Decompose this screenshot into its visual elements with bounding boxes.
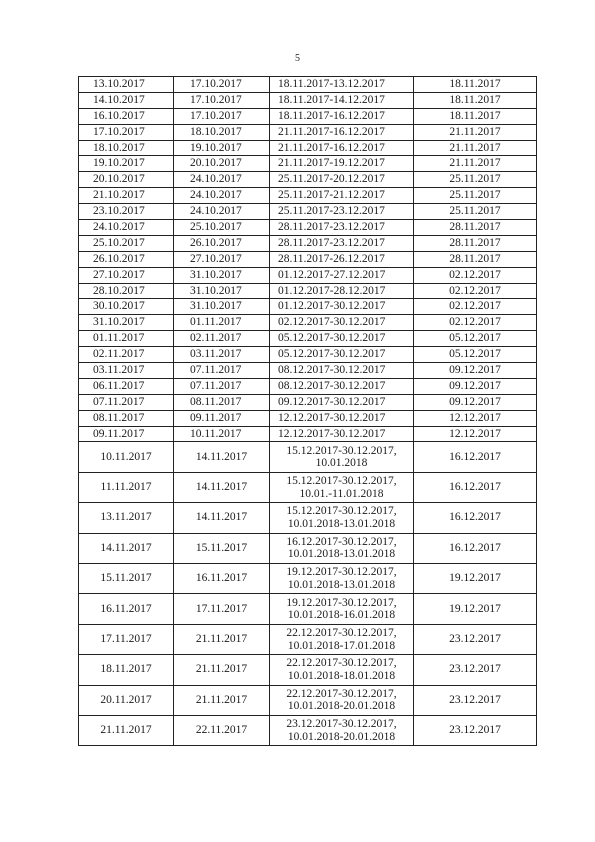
- result-date-cell: 09.12.2017: [414, 394, 537, 410]
- table-row: [79, 267, 537, 283]
- result-date-cell: 23.12.2017: [414, 685, 537, 715]
- result-date-cell: 28.11.2017: [414, 220, 537, 236]
- second-date-cell: 31.10.2017: [174, 283, 270, 299]
- period-line-2: 10.01.2018-17.01.2018: [287, 639, 396, 652]
- period-line-1: 23.12.2017-30.12.2017,: [286, 718, 397, 731]
- first-date-cell: 14.11.2017: [79, 533, 174, 563]
- period-cell: 05.12.2017-30.12.2017: [270, 347, 414, 363]
- result-date-cell: 18.11.2017: [414, 92, 537, 108]
- first-date-cell: 11.11.2017: [79, 472, 174, 502]
- result-date-cell: 09.12.2017: [414, 378, 537, 394]
- table-row: [79, 204, 537, 220]
- result-date-cell: 16.12.2017: [414, 442, 537, 472]
- period-cell: 02.12.2017-30.12.2017: [270, 315, 414, 331]
- first-date-cell: 27.10.2017: [79, 267, 174, 283]
- result-date-cell: 18.11.2017: [414, 108, 537, 124]
- result-date-cell: 02.12.2017: [414, 267, 537, 283]
- table-row: [79, 315, 537, 331]
- period-cell: [270, 503, 414, 533]
- result-date-cell: 18.11.2017: [414, 77, 537, 93]
- period-cell: [270, 594, 414, 624]
- first-date-cell: 20.10.2017: [79, 172, 174, 188]
- period-cell: [270, 472, 414, 502]
- table-row: [79, 251, 537, 267]
- result-date-cell: 25.11.2017: [414, 188, 537, 204]
- period-line-2: 10.01.2018-13.01.2018: [287, 517, 396, 530]
- table-row: [79, 624, 537, 654]
- table-row: [79, 331, 537, 347]
- result-date-cell: 19.12.2017: [414, 564, 537, 594]
- table-row: [79, 442, 537, 472]
- result-date-cell: 28.11.2017: [414, 235, 537, 251]
- result-date-cell: 25.11.2017: [414, 204, 537, 220]
- second-date-cell: 08.11.2017: [174, 394, 270, 410]
- table-row: [79, 426, 537, 442]
- period-line-2: 10.01.2018-18.01.2018: [287, 669, 396, 682]
- table-row: [79, 685, 537, 715]
- second-date-cell: 03.11.2017: [174, 347, 270, 363]
- schedule-table: [78, 76, 537, 746]
- first-date-cell: 17.10.2017: [79, 124, 174, 140]
- first-date-cell: 01.11.2017: [79, 331, 174, 347]
- result-date-cell: 19.12.2017: [414, 594, 537, 624]
- first-date-cell: 16.10.2017: [79, 108, 174, 124]
- period-cell: [270, 564, 414, 594]
- table-row: [79, 283, 537, 299]
- first-date-cell: 07.11.2017: [79, 394, 174, 410]
- first-date-cell: 19.10.2017: [79, 156, 174, 172]
- first-date-cell: 23.10.2017: [79, 204, 174, 220]
- first-date-cell: 28.10.2017: [79, 283, 174, 299]
- table-row: [79, 92, 537, 108]
- period-cell: 28.11.2017-26.12.2017: [270, 251, 414, 267]
- table-row: [79, 716, 537, 746]
- second-date-cell: 17.11.2017: [174, 594, 270, 624]
- result-date-cell: 09.12.2017: [414, 363, 537, 379]
- result-date-cell: 02.12.2017: [414, 283, 537, 299]
- first-date-cell: 10.11.2017: [79, 442, 174, 472]
- second-date-cell: 21.11.2017: [174, 685, 270, 715]
- first-date-cell: 08.11.2017: [79, 410, 174, 426]
- period-cell: 05.12.2017-30.12.2017: [270, 331, 414, 347]
- first-date-cell: 13.11.2017: [79, 503, 174, 533]
- second-date-cell: 17.10.2017: [174, 77, 270, 93]
- table-row: [79, 235, 537, 251]
- first-date-cell: 21.10.2017: [79, 188, 174, 204]
- result-date-cell: 16.12.2017: [414, 472, 537, 502]
- result-date-cell: 05.12.2017: [414, 347, 537, 363]
- period-cell: [270, 655, 414, 685]
- period-cell: 01.12.2017-30.12.2017: [270, 299, 414, 315]
- period-line-2: 10.01.2018-13.01.2018: [287, 548, 396, 561]
- period-cell: 21.11.2017-16.12.2017: [270, 124, 414, 140]
- period-line-1: 15.12.2017-30.12.2017,: [286, 475, 397, 488]
- second-date-cell: 19.10.2017: [174, 140, 270, 156]
- period-cell: [270, 716, 414, 746]
- first-date-cell: 13.10.2017: [79, 77, 174, 93]
- table-row: [79, 363, 537, 379]
- second-date-cell: 22.11.2017: [174, 716, 270, 746]
- period-line-2: 10.01.2018-20.01.2018: [287, 730, 396, 743]
- first-date-cell: 18.10.2017: [79, 140, 174, 156]
- second-date-cell: 17.10.2017: [174, 108, 270, 124]
- first-date-cell: 30.10.2017: [79, 299, 174, 315]
- table-row: [79, 564, 537, 594]
- result-date-cell: 02.12.2017: [414, 299, 537, 315]
- period-cell: 12.12.2017-30.12.2017: [270, 426, 414, 442]
- first-date-cell: 15.11.2017: [79, 564, 174, 594]
- period-cell: 28.11.2017-23.12.2017: [270, 220, 414, 236]
- result-date-cell: 23.12.2017: [414, 655, 537, 685]
- result-date-cell: 21.11.2017: [414, 124, 537, 140]
- period-line-2: 10.01.2018: [315, 457, 368, 470]
- second-date-cell: 21.11.2017: [174, 624, 270, 654]
- result-date-cell: 02.12.2017: [414, 315, 537, 331]
- table-row: [79, 394, 537, 410]
- second-date-cell: 24.10.2017: [174, 188, 270, 204]
- result-date-cell: 21.11.2017: [414, 140, 537, 156]
- period-line-1: 19.12.2017-30.12.2017,: [286, 566, 397, 579]
- second-date-cell: 24.10.2017: [174, 204, 270, 220]
- period-cell: 21.11.2017-19.12.2017: [270, 156, 414, 172]
- first-date-cell: 21.11.2017: [79, 716, 174, 746]
- period-cell: 08.12.2017-30.12.2017: [270, 378, 414, 394]
- second-date-cell: 25.10.2017: [174, 220, 270, 236]
- period-cell: 09.12.2017-30.12.2017: [270, 394, 414, 410]
- period-cell: 25.11.2017-20.12.2017: [270, 172, 414, 188]
- second-date-cell: 07.11.2017: [174, 378, 270, 394]
- second-date-cell: 09.11.2017: [174, 410, 270, 426]
- first-date-cell: 14.10.2017: [79, 92, 174, 108]
- period-line-2: 10.01.2018-16.01.2018: [287, 609, 396, 622]
- first-date-cell: 24.10.2017: [79, 220, 174, 236]
- second-date-cell: 20.10.2017: [174, 156, 270, 172]
- period-cell: [270, 685, 414, 715]
- period-cell: [270, 624, 414, 654]
- period-cell: 08.12.2017-30.12.2017: [270, 363, 414, 379]
- period-line-1: 22.12.2017-30.12.2017,: [286, 627, 397, 640]
- table-row: [79, 220, 537, 236]
- result-date-cell: 23.12.2017: [414, 624, 537, 654]
- period-cell: 25.11.2017-21.12.2017: [270, 188, 414, 204]
- first-date-cell: 25.10.2017: [79, 235, 174, 251]
- table-row: [79, 410, 537, 426]
- table-row: [79, 472, 537, 502]
- first-date-cell: 17.11.2017: [79, 624, 174, 654]
- period-line-1: 22.12.2017-30.12.2017,: [286, 687, 397, 700]
- table-row: [79, 77, 537, 93]
- period-line-1: 22.12.2017-30.12.2017,: [286, 657, 397, 670]
- result-date-cell: 16.12.2017: [414, 503, 537, 533]
- period-cell: [270, 442, 414, 472]
- schedule-table-body: [79, 77, 537, 746]
- period-line-2: 10.01.2018-13.01.2018: [287, 578, 396, 591]
- table-row: [79, 503, 537, 533]
- period-line-2: 10.01.-11.01.2018: [299, 487, 384, 500]
- period-line-1: 19.12.2017-30.12.2017,: [286, 596, 397, 609]
- period-line-2: 10.01.2018-20.01.2018: [287, 700, 396, 713]
- table-row: [79, 533, 537, 563]
- period-cell: 01.12.2017-28.12.2017: [270, 283, 414, 299]
- period-cell: 28.11.2017-23.12.2017: [270, 235, 414, 251]
- second-date-cell: 14.11.2017: [174, 503, 270, 533]
- second-date-cell: 24.10.2017: [174, 172, 270, 188]
- first-date-cell: 31.10.2017: [79, 315, 174, 331]
- second-date-cell: 07.11.2017: [174, 363, 270, 379]
- table-row: [79, 378, 537, 394]
- period-cell: 01.12.2017-27.12.2017: [270, 267, 414, 283]
- table-row: [79, 655, 537, 685]
- table-row: [79, 299, 537, 315]
- second-date-cell: 27.10.2017: [174, 251, 270, 267]
- first-date-cell: 02.11.2017: [79, 347, 174, 363]
- result-date-cell: 12.12.2017: [414, 426, 537, 442]
- table-row: [79, 172, 537, 188]
- period-cell: 18.11.2017-14.12.2017: [270, 92, 414, 108]
- result-date-cell: 05.12.2017: [414, 331, 537, 347]
- second-date-cell: 26.10.2017: [174, 235, 270, 251]
- second-date-cell: 16.11.2017: [174, 564, 270, 594]
- period-cell: 25.11.2017-23.12.2017: [270, 204, 414, 220]
- result-date-cell: 25.11.2017: [414, 172, 537, 188]
- period-cell: 18.11.2017-16.12.2017: [270, 108, 414, 124]
- second-date-cell: 18.10.2017: [174, 124, 270, 140]
- result-date-cell: 21.11.2017: [414, 156, 537, 172]
- table-row: [79, 188, 537, 204]
- second-date-cell: 10.11.2017: [174, 426, 270, 442]
- result-date-cell: 16.12.2017: [414, 533, 537, 563]
- period-cell: 18.11.2017-13.12.2017: [270, 77, 414, 93]
- second-date-cell: 31.10.2017: [174, 299, 270, 315]
- table-row: [79, 124, 537, 140]
- first-date-cell: 18.11.2017: [79, 655, 174, 685]
- result-date-cell: 28.11.2017: [414, 251, 537, 267]
- second-date-cell: 01.11.2017: [174, 315, 270, 331]
- period-line-1: 15.12.2017-30.12.2017,: [286, 444, 397, 457]
- period-cell: [270, 533, 414, 563]
- second-date-cell: 02.11.2017: [174, 331, 270, 347]
- first-date-cell: 16.11.2017: [79, 594, 174, 624]
- table-row: [79, 156, 537, 172]
- table-row: [79, 594, 537, 624]
- second-date-cell: 17.10.2017: [174, 92, 270, 108]
- period-line-1: 15.12.2017-30.12.2017,: [286, 505, 397, 518]
- result-date-cell: 23.12.2017: [414, 716, 537, 746]
- second-date-cell: 15.11.2017: [174, 533, 270, 563]
- page-number: 5: [295, 53, 300, 64]
- second-date-cell: 21.11.2017: [174, 655, 270, 685]
- first-date-cell: 20.11.2017: [79, 685, 174, 715]
- first-date-cell: 03.11.2017: [79, 363, 174, 379]
- period-cell: 21.11.2017-16.12.2017: [270, 140, 414, 156]
- second-date-cell: 31.10.2017: [174, 267, 270, 283]
- table-row: [79, 140, 537, 156]
- first-date-cell: 26.10.2017: [79, 251, 174, 267]
- table-row: [79, 347, 537, 363]
- result-date-cell: 12.12.2017: [414, 410, 537, 426]
- period-cell: 12.12.2017-30.12.2017: [270, 410, 414, 426]
- second-date-cell: 14.11.2017: [174, 442, 270, 472]
- first-date-cell: 06.11.2017: [79, 378, 174, 394]
- period-line-1: 16.12.2017-30.12.2017,: [286, 535, 397, 548]
- first-date-cell: 09.11.2017: [79, 426, 174, 442]
- table-row: [79, 108, 537, 124]
- second-date-cell: 14.11.2017: [174, 472, 270, 502]
